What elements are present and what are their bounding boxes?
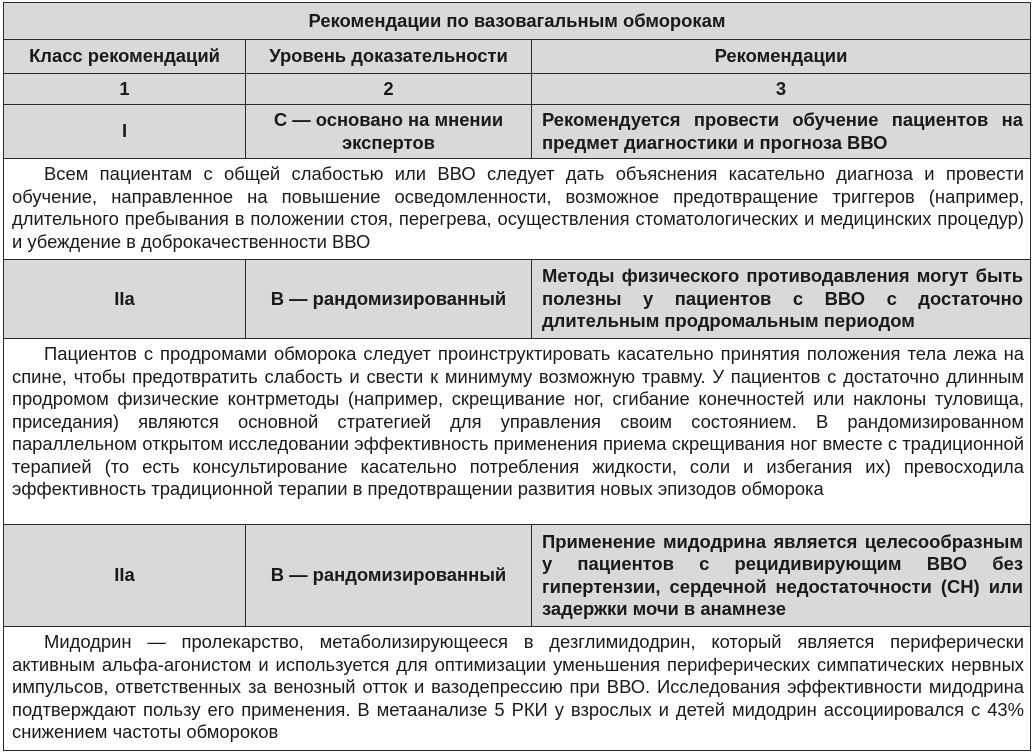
explanation-row xyxy=(4,159,1031,260)
recommendation-row xyxy=(4,105,1031,159)
column-header-recommendation: Рекомендации xyxy=(532,40,1031,74)
evidence-level: В — рандомизированный xyxy=(246,525,532,627)
recommendation-class: I xyxy=(4,105,246,159)
table-title-row xyxy=(4,3,1031,40)
recommendation-text: Рекомендуется провести обучение пациентов на предмет диагностики и прогноза ВВО xyxy=(532,105,1031,159)
column-number-row xyxy=(4,74,1031,105)
recommendation-row xyxy=(4,525,1031,627)
column-header-class: Класс рекомендаций xyxy=(4,40,246,74)
evidence-level: С — основано на мнении экспертов xyxy=(246,105,532,159)
recommendation-row xyxy=(4,260,1031,339)
recommendation-class: IIa xyxy=(4,260,246,339)
explanation-text: Мидодрин — пролекарство, метаболизирующееся в дезглимидодрин, который является периферически активным альфа-агонистом и используется для оптимизации уменьшения периферических симпатических нервных импульсов, ответственных за венозный отток и вазодепрессию при ВВО. Исследования эффективности мидодрина подтверждают пользу его применения. В метаанализе 5 РКИ у взрослых и детей мидодрин ассоциировался с 43% снижением частоты обмороков xyxy=(4,627,1031,751)
column-header-level: Уровень доказательности xyxy=(246,40,532,74)
recommendations-table xyxy=(3,2,1031,751)
column-number-1: 1 xyxy=(4,74,246,105)
table-title: Рекомендации по вазовагальным обморокам xyxy=(4,3,1031,40)
recommendation-text: Применение мидодрина является целесообразным у пациентов с рецидивирующим ВВО без гипертензии, сердечной недостаточности (СН) или задержки мочи в анамнезе xyxy=(532,525,1031,627)
recommendation-class: IIa xyxy=(4,525,246,627)
explanation-text: Всем пациентам с общей слабостью или ВВО следует дать объяснения касательно диагноза и провести обучение, направленное на повышение осведомленности, возможное предотвращение триггеров (например, длительного пребывания в положении стоя, перегрева, осуществления стоматологических и медицинских процедур) и убеждение в доброкачественности ВВО xyxy=(4,159,1031,260)
column-number-2: 2 xyxy=(246,74,532,105)
explanation-row xyxy=(4,627,1031,751)
column-number-3: 3 xyxy=(532,74,1031,105)
evidence-level: В — рандомизированный xyxy=(246,260,532,339)
table-header-row xyxy=(4,40,1031,74)
explanation-row xyxy=(4,339,1031,525)
recommendation-text: Методы физического противодавления могут быть полезны у пациентов с ВВО с достаточно длительным продромальным периодом xyxy=(532,260,1031,339)
explanation-text: Пациентов с продромами обморока следует проинструктировать касательно принятия положения тела лежа на спине, чтобы предотвратить слабость и свести к минимуму возможную травму. У пациентов с достаточно длинным продромом физические контрметоды (например, скрещивание ног, сгибание конечностей или наклоны туловища, приседания) являются основной стратегией для управления своим состоянием. В рандомизированном параллельном открытом исследовании эффективность применения приема скрещивания ног вместе с традиционной терапией (то есть консультирование касательно потребления жидкости, соли и избегания их) превосходила эффективность традиционной терапии в предотвращении развития новых эпизодов обморока xyxy=(4,339,1031,525)
